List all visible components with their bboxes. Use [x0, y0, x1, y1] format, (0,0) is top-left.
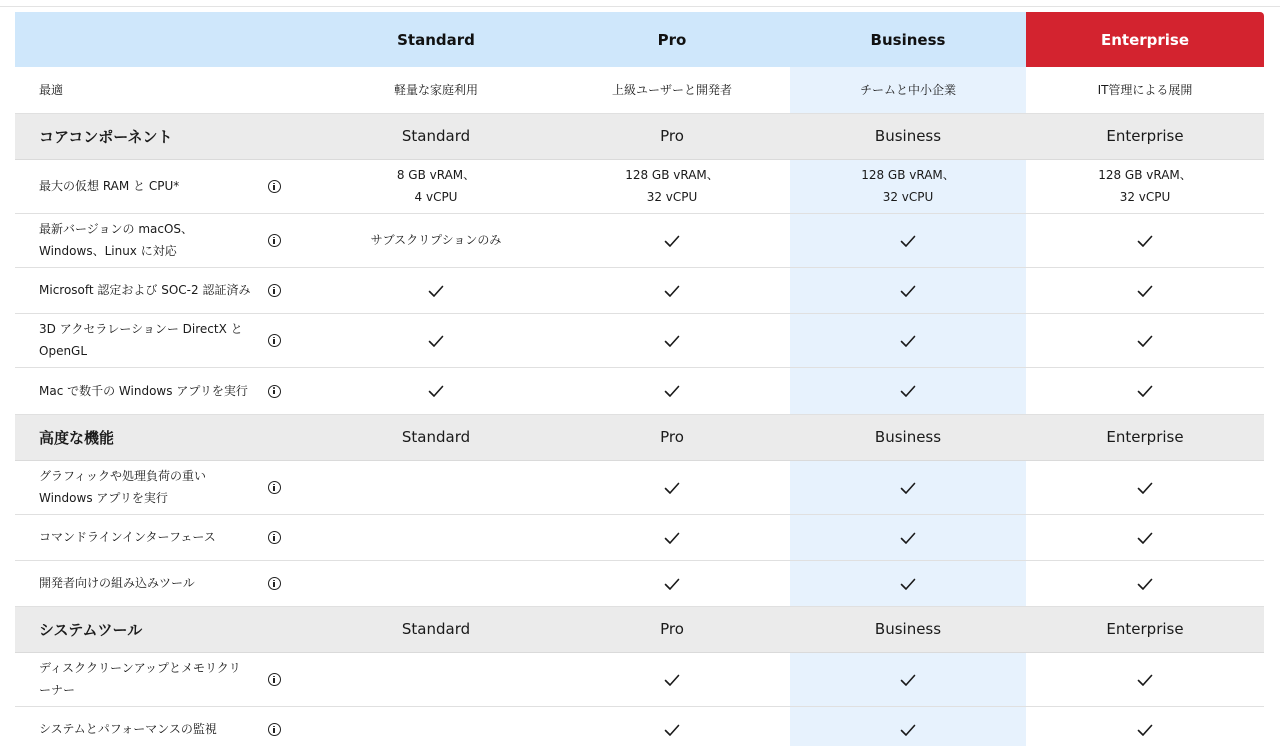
- section-plan-label-business: Business: [790, 414, 1026, 460]
- checkmark-icon: [1137, 383, 1153, 399]
- section-title: コアコンポーネント: [15, 113, 318, 159]
- feature-value-enterprise: [1026, 514, 1264, 560]
- checkmark-icon: [664, 722, 680, 738]
- info-circle-icon[interactable]: [268, 284, 281, 297]
- feature-value-standard: [318, 267, 554, 313]
- checkmark-icon: [900, 722, 916, 738]
- feature-value-line: 32 vCPU: [882, 190, 934, 204]
- feature-value-business: [790, 460, 1026, 514]
- feature-label: [15, 267, 268, 313]
- feature-row: [15, 313, 1264, 367]
- feature-info-cell: [268, 213, 318, 267]
- feature-value-pro: [554, 460, 790, 514]
- best-for-standard: 軽量な家庭利用: [318, 67, 554, 113]
- checkmark-icon: [900, 576, 916, 592]
- checkmark-icon: [900, 480, 916, 496]
- comparison-table-container: [15, 12, 1260, 746]
- section-plan-label-enterprise: Enterprise: [1026, 414, 1264, 460]
- feature-label: [15, 367, 268, 414]
- feature-info-cell: [268, 313, 318, 367]
- feature-value-enterprise: [1026, 560, 1264, 606]
- info-circle-icon[interactable]: [268, 334, 281, 347]
- info-circle-icon[interactable]: [268, 234, 281, 247]
- feature-value-business: [790, 267, 1026, 313]
- section-plan-label-standard: Standard: [318, 414, 554, 460]
- section-plan-label-standard: Standard: [318, 113, 554, 159]
- feature-value-enterprise: [1026, 313, 1264, 367]
- best-for-pro: 上級ユーザーと開発者: [554, 67, 790, 113]
- feature-info-cell: [268, 159, 318, 213]
- best-for-business: チームと中小企業: [790, 67, 1026, 113]
- info-circle-icon[interactable]: [268, 531, 281, 544]
- feature-value-line: 32 vCPU: [1119, 190, 1171, 204]
- feature-label-line: グラフィックや処理負荷の重い: [39, 469, 207, 483]
- checkmark-icon: [1137, 233, 1153, 249]
- checkmark-icon: [1137, 530, 1153, 546]
- section-plan-label-business: Business: [790, 606, 1026, 652]
- feature-value-business: [790, 313, 1026, 367]
- feature-value-business: [790, 560, 1026, 606]
- info-circle-icon[interactable]: [268, 723, 281, 736]
- info-circle-icon[interactable]: [268, 180, 281, 193]
- feature-value-pro: [554, 652, 790, 706]
- checkmark-icon: [1137, 283, 1153, 299]
- feature-label-line: 最新バージョンの macOS、: [39, 222, 194, 236]
- feature-label-line: Microsoft 認定および SOC-2 認証済み: [39, 283, 251, 297]
- section-plan-label-pro: Pro: [554, 606, 790, 652]
- feature-label-line: ディスククリーンアップとメモリクリ: [39, 661, 241, 675]
- feature-label-line: Windows アプリを実行: [39, 491, 168, 505]
- checkmark-icon: [664, 233, 680, 249]
- feature-value-line: 128 GB vRAM、: [861, 168, 955, 182]
- feature-label: [15, 460, 268, 514]
- feature-value-enterprise: [1026, 460, 1264, 514]
- feature-value-standard: [318, 159, 554, 213]
- checkmark-icon: [900, 283, 916, 299]
- best-for-enterprise: IT管理による展開: [1026, 67, 1264, 113]
- feature-label: [15, 313, 268, 367]
- feature-value-standard: [318, 706, 554, 746]
- info-circle-icon[interactable]: [268, 673, 281, 686]
- feature-row: [15, 460, 1264, 514]
- feature-label-line: コマンドラインインターフェース: [39, 530, 216, 544]
- top-divider: [0, 6, 1280, 7]
- feature-label: [15, 514, 268, 560]
- feature-value-standard: [318, 514, 554, 560]
- checkmark-icon: [1137, 576, 1153, 592]
- checkmark-icon: [1137, 672, 1153, 688]
- feature-value-business: [790, 367, 1026, 414]
- feature-value-enterprise: [1026, 706, 1264, 746]
- feature-value-standard: [318, 460, 554, 514]
- checkmark-icon: [1137, 480, 1153, 496]
- feature-info-cell: [268, 560, 318, 606]
- checkmark-icon: [900, 530, 916, 546]
- feature-value-enterprise: [1026, 652, 1264, 706]
- section-header-row: [15, 606, 1264, 652]
- feature-value-standard: [318, 560, 554, 606]
- section-plan-label-pro: Pro: [554, 113, 790, 159]
- feature-label: [15, 560, 268, 606]
- info-circle-icon[interactable]: [268, 577, 281, 590]
- checkmark-icon: [664, 283, 680, 299]
- feature-value-standard: [318, 367, 554, 414]
- feature-label-line: システムとパフォーマンスの監視: [39, 722, 217, 736]
- feature-label-line: OpenGL: [39, 344, 88, 358]
- feature-value-line: 4 vCPU: [414, 190, 458, 204]
- feature-label-line: ーナー: [39, 683, 76, 697]
- checkmark-icon: [1137, 333, 1153, 349]
- plan-header-row: [15, 12, 1264, 67]
- feature-info-cell: [268, 652, 318, 706]
- checkmark-icon: [664, 672, 680, 688]
- section-plan-label-business: Business: [790, 113, 1026, 159]
- feature-value-enterprise: [1026, 159, 1264, 213]
- checkmark-icon: [900, 233, 916, 249]
- feature-value-line: 128 GB vRAM、: [1098, 168, 1192, 182]
- section-title: 高度な機能: [15, 414, 318, 460]
- feature-row: [15, 706, 1264, 746]
- checkmark-icon: [900, 383, 916, 399]
- plan-header-enterprise: Enterprise: [1026, 12, 1264, 67]
- feature-value-business: [790, 159, 1026, 213]
- feature-value-line: 32 vCPU: [646, 190, 698, 204]
- feature-value-line: 128 GB vRAM、: [625, 168, 719, 182]
- best-for-row: [15, 67, 1264, 113]
- feature-info-cell: [268, 460, 318, 514]
- feature-label-line: Mac で数千の Windows アプリを実行: [39, 383, 248, 398]
- info-circle-icon[interactable]: [268, 481, 281, 494]
- feature-label: [15, 213, 268, 267]
- feature-value-pro: [554, 159, 790, 213]
- section-plan-label-enterprise: Enterprise: [1026, 113, 1264, 159]
- section-header-row: [15, 113, 1264, 159]
- plan-header-standard: Standard: [318, 12, 554, 67]
- checkmark-icon: [428, 383, 444, 399]
- checkmark-icon: [664, 333, 680, 349]
- feature-row: [15, 514, 1264, 560]
- feature-value-enterprise: [1026, 267, 1264, 313]
- section-header-row: [15, 414, 1264, 460]
- feature-row: [15, 213, 1264, 267]
- feature-label-line: 開発者向けの組み込みツール: [39, 576, 195, 590]
- feature-value-pro: [554, 313, 790, 367]
- section-plan-label-standard: Standard: [318, 606, 554, 652]
- section-plan-label-pro: Pro: [554, 414, 790, 460]
- feature-label-line: 3D アクセラレーションー DirectX と: [39, 322, 243, 336]
- feature-value-business: [790, 706, 1026, 746]
- checkmark-icon: [1137, 722, 1153, 738]
- feature-value-business: [790, 213, 1026, 267]
- feature-row: [15, 367, 1264, 414]
- feature-info-cell: [268, 367, 318, 414]
- feature-value-standard: [318, 652, 554, 706]
- feature-row: [15, 267, 1264, 313]
- feature-value-pro: [554, 367, 790, 414]
- checkmark-icon: [428, 283, 444, 299]
- feature-value-pro: [554, 267, 790, 313]
- checkmark-icon: [664, 480, 680, 496]
- feature-label: [15, 706, 268, 746]
- feature-row: [15, 159, 1264, 213]
- feature-value-pro: [554, 514, 790, 560]
- feature-value-pro: [554, 560, 790, 606]
- checkmark-icon: [900, 672, 916, 688]
- feature-label-line: Windows、Linux に対応: [39, 244, 177, 258]
- feature-value-enterprise: [1026, 213, 1264, 267]
- section-plan-label-enterprise: Enterprise: [1026, 606, 1264, 652]
- feature-value-line: 8 GB vRAM、: [396, 168, 476, 182]
- section-title: システムツール: [15, 606, 318, 652]
- feature-value-enterprise: [1026, 367, 1264, 414]
- plan-header-pro: Pro: [554, 12, 790, 67]
- feature-value-business: [790, 652, 1026, 706]
- feature-value-standard: サブスクリプションのみ: [318, 213, 554, 267]
- checkmark-icon: [900, 333, 916, 349]
- header-blank-cell: [15, 12, 318, 67]
- feature-label: [15, 652, 268, 706]
- feature-info-cell: [268, 514, 318, 560]
- feature-info-cell: [268, 706, 318, 746]
- plan-comparison-table: [15, 12, 1264, 746]
- feature-value-pro: [554, 213, 790, 267]
- checkmark-icon: [664, 576, 680, 592]
- plan-header-business: Business: [790, 12, 1026, 67]
- feature-label: [15, 159, 268, 213]
- best-for-label: 最適: [15, 67, 318, 113]
- checkmark-icon: [428, 333, 444, 349]
- checkmark-icon: [664, 530, 680, 546]
- feature-value-pro: [554, 706, 790, 746]
- feature-label-line: 最大の仮想 RAM と CPU*: [39, 179, 180, 193]
- feature-value-business: [790, 514, 1026, 560]
- feature-info-cell: [268, 267, 318, 313]
- feature-value-standard: [318, 313, 554, 367]
- feature-row: [15, 652, 1264, 706]
- checkmark-icon: [664, 383, 680, 399]
- info-circle-icon[interactable]: [268, 385, 281, 398]
- feature-row: [15, 560, 1264, 606]
